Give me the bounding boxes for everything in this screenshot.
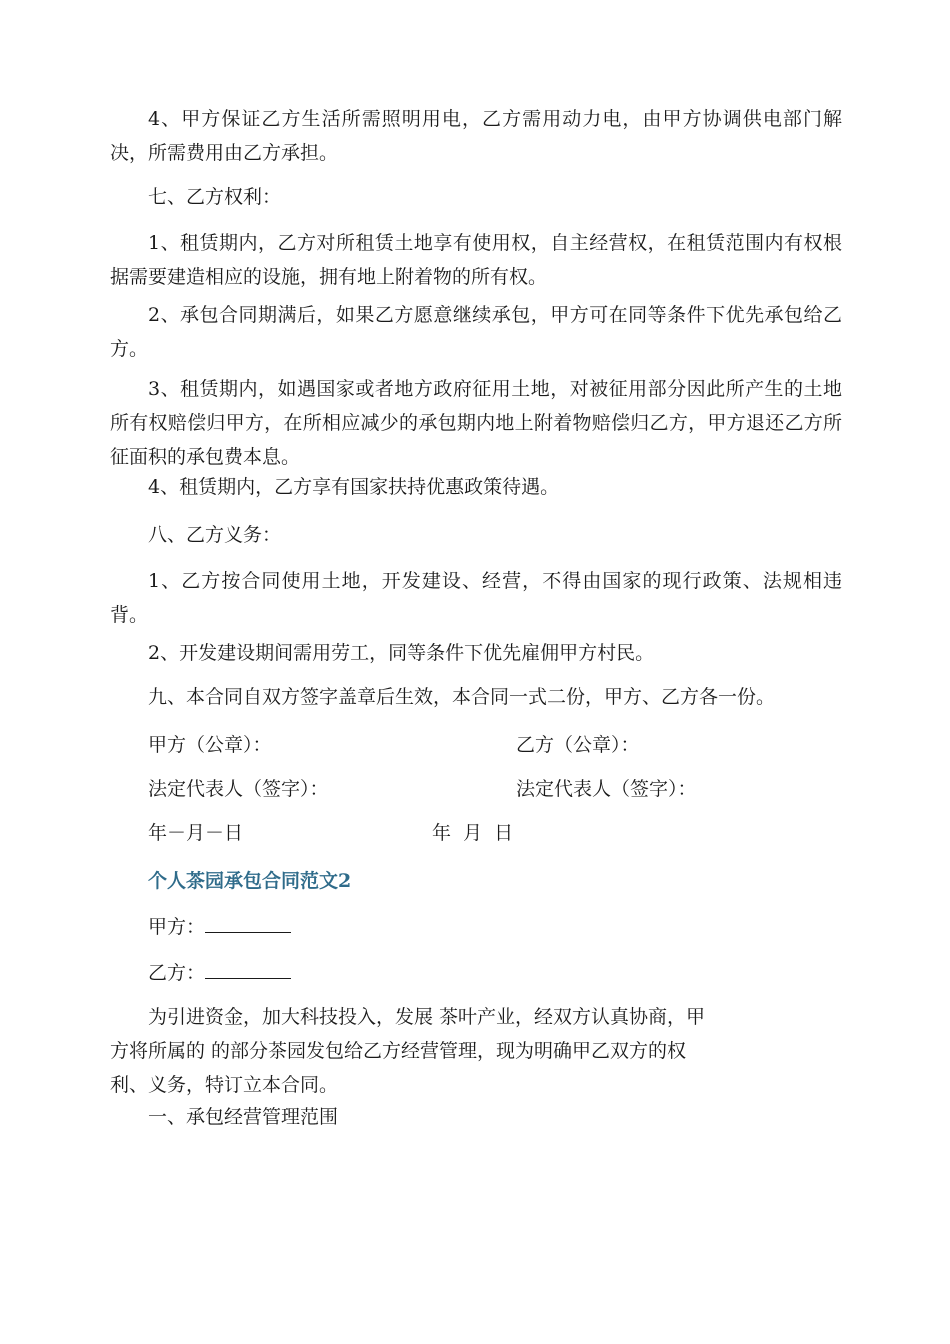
section-7-title: 七、乙方权利： (148, 186, 282, 208)
clause-8-2: 2、开发建设期间需用劳工，同等条件下优先雇佣甲方村民。 (148, 642, 655, 664)
party-a-representative: 法定代表人（签字）： (148, 778, 329, 800)
party-a-seal: 甲方（公章）： (148, 734, 272, 756)
clause-9: 九、本合同自双方签字盖章后生效，本合同一式二份，甲方、乙方各一份。 (148, 686, 776, 708)
clause-8-1: 1、乙方按合同使用土地，开发建设、经营，不得由国家的现行政策、法规相违背。 (110, 570, 842, 626)
contract-2-party-a (148, 910, 291, 944)
party-a-blank (205, 910, 291, 933)
party-a-date: 年－月－日 (148, 822, 244, 844)
contract-2-intro (110, 1000, 750, 1102)
party-b-blank (205, 956, 291, 979)
party-b-label: 乙方： (148, 962, 206, 984)
party-b-date: 年 月 日 (432, 822, 514, 844)
clause-7-4: 4、租赁期内，乙方享有国家扶持优惠政策待遇。 (148, 476, 560, 498)
intro-line-1: 为引进资金，加大科技投入，发展 茶叶产业，经双方认真协商，甲 (148, 1006, 706, 1028)
clause-7-2: 2、承包合同期满后，如果乙方愿意继续承包，甲方可在同等条件下优先承包给乙方。 (110, 304, 842, 360)
party-b-representative: 法定代表人（签字）： (516, 778, 697, 800)
section-8-title: 八、乙方义务： (148, 524, 282, 546)
intro-line-2: 方将所属的 的部分茶园发包给乙方经营管理，现为明确甲乙双方的权 (110, 1040, 687, 1062)
clause-7-1: 1、租赁期内，乙方对所租赁土地享有使用权，自主经营权，在租赁范围内有权根据需要建造相应的设施，拥有地上附着物的所有权。 (110, 232, 842, 288)
contract-2-title: 个人茶园承包合同范文2 (148, 870, 352, 892)
clause-6-4: 4、甲方保证乙方生活所需照明用电，乙方需用动力电，由甲方协调供电部门解决，所需费用由乙方承担。 (110, 108, 842, 164)
clause-7-3: 3、租赁期内，如遇国家或者地方政府征用土地，对被征用部分因此所产生的土地所有权赔偿归甲方，在所相应减少的承包期内地上附着物赔偿归乙方，甲方退还乙方所征面积的承包费本息。 (110, 378, 842, 468)
party-b-seal: 乙方（公章）： (516, 734, 640, 756)
contract-2-section-1-title: 一、承包经营管理范围 (148, 1106, 339, 1128)
intro-line-3: 利、义务，特订立本合同。 (110, 1074, 339, 1096)
party-a-label: 甲方： (148, 916, 206, 938)
contract-2-party-b (148, 956, 291, 990)
